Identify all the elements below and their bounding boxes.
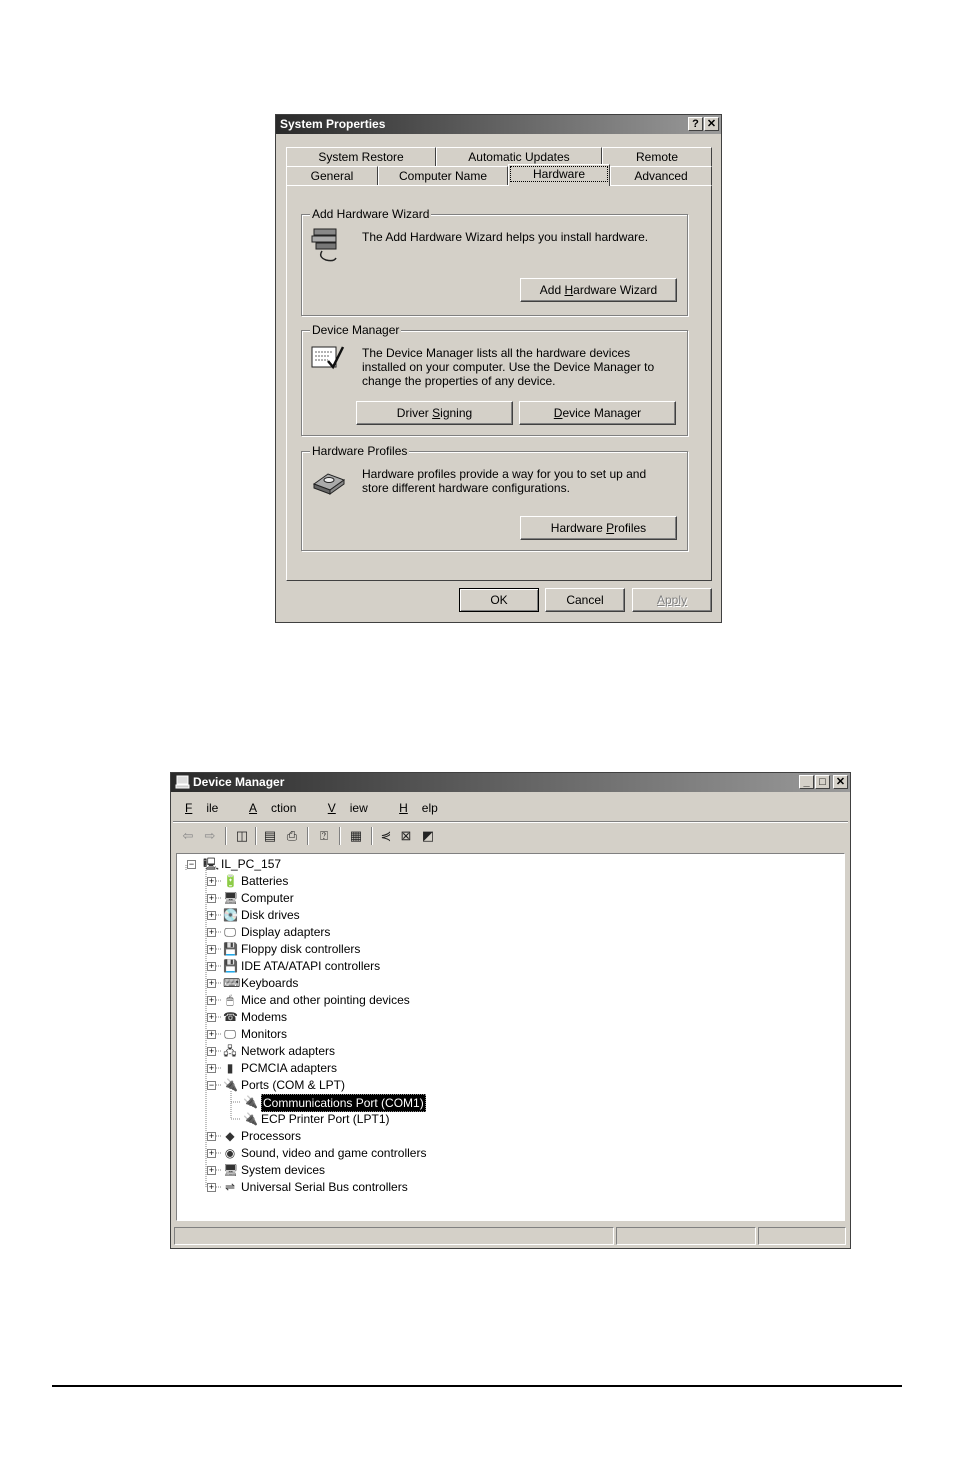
- expand-icon[interactable]: +: [208, 927, 215, 937]
- device-category-icon: 🔋: [223, 874, 238, 888]
- tree-item-label: Mice and other pointing devices: [241, 993, 410, 1007]
- system-properties-titlebar[interactable]: [276, 115, 721, 134]
- device-category-icon: ⌨: [223, 976, 241, 990]
- tree-item-label: Computer: [241, 891, 294, 905]
- toolbar-separator: [371, 827, 373, 845]
- tree-item-label: Sound, video and game controllers: [241, 1146, 427, 1160]
- maximize-button[interactable]: □: [815, 775, 830, 789]
- hardware-profiles-group: [301, 444, 688, 551]
- toolbar-separator: [225, 827, 227, 845]
- expand-icon[interactable]: +: [208, 995, 215, 1005]
- expand-icon[interactable]: +: [208, 1029, 215, 1039]
- tree-item-label: Ports (COM & LPT): [241, 1078, 346, 1092]
- expand-icon[interactable]: +: [208, 1046, 215, 1056]
- expand-icon[interactable]: +: [208, 1063, 215, 1073]
- tree-item-label: Floppy disk controllers: [241, 942, 361, 956]
- device-category-icon: 🔌: [243, 1112, 258, 1126]
- device-category-icon: 💾: [223, 942, 238, 956]
- device-category-icon: 🖱: [226, 993, 234, 1007]
- toolbar-separator: [307, 827, 309, 845]
- device-category-icon: 🔌: [243, 1095, 258, 1109]
- add-hardware-group: [301, 207, 688, 316]
- minimize-button[interactable]: _: [799, 775, 814, 789]
- menu-file[interactable]: F ile: [185, 801, 219, 815]
- device-manager-button[interactable]: Device Manager: [519, 401, 676, 425]
- tree-item-label: Communications Port (COM1): [263, 1096, 424, 1110]
- expand-icon[interactable]: +: [208, 1148, 215, 1158]
- device-category-icon: ☎: [223, 1010, 238, 1024]
- window-title: Device Manager: [193, 775, 285, 789]
- device-manager-titlebar[interactable]: [171, 773, 850, 792]
- expand-icon[interactable]: +: [208, 876, 215, 886]
- tab-hardware[interactable]: Hardware: [508, 164, 610, 186]
- add-hardware-wizard-icon: [310, 225, 344, 263]
- toolbar-separator: [255, 827, 257, 845]
- expand-icon[interactable]: +: [208, 1182, 215, 1192]
- add-hardware-description: The Add Hardware Wizard helps you install hardware.: [362, 230, 649, 244]
- hardware-profiles-legend: Hardware Profiles: [312, 444, 408, 458]
- help-icon[interactable]: ⍰: [320, 828, 328, 843]
- collapse-icon[interactable]: −: [208, 1080, 215, 1090]
- device-category-icon: 💽: [223, 908, 238, 922]
- device-manager-icon: [310, 343, 346, 373]
- apply-button[interactable]: Apply: [632, 588, 712, 612]
- tree-item-label: Processors: [241, 1129, 302, 1143]
- expand-icon[interactable]: +: [208, 1131, 215, 1141]
- tree-item-label: ECP Printer Port (LPT1): [261, 1112, 390, 1126]
- hardware-profiles-description: Hardware profiles provide a way for you to set up and store different hardware configurations.: [362, 467, 647, 495]
- tree-item-label: Batteries: [241, 874, 289, 888]
- menu-bar: [185, 801, 466, 815]
- tab-system-restore[interactable]: System Restore: [286, 147, 436, 167]
- ok-button[interactable]: OK: [459, 588, 539, 612]
- print-icon[interactable]: ⎙: [286, 828, 298, 843]
- close-button[interactable]: ✕: [833, 775, 848, 789]
- device-category-icon: 🔌: [223, 1078, 238, 1092]
- device-category-icon: ▮: [226, 1061, 234, 1075]
- device-category-icon: ◉: [224, 1146, 236, 1160]
- tree-item-label: Modems: [241, 1010, 288, 1024]
- status-pane-2: [616, 1227, 756, 1245]
- expand-icon[interactable]: +: [208, 961, 215, 971]
- show-hide-tree-icon[interactable]: ◫: [235, 828, 249, 843]
- computer-icon: [175, 775, 190, 789]
- add-hardware-wizard-button[interactable]: Add Hardware Wizard: [520, 278, 677, 302]
- tree-item-label: Display adapters: [241, 925, 331, 939]
- device-manager-description: The Device Manager lists all the hardware devices installed on your computer. Use the Device Manager to change the properties of any device.: [362, 346, 655, 388]
- expand-icon[interactable]: +: [208, 893, 215, 903]
- collapse-icon[interactable]: −: [188, 859, 195, 869]
- tree-item-label: Disk drives: [241, 908, 300, 922]
- device-manager-group: [301, 323, 688, 436]
- device-category-icon: ◆: [225, 1129, 235, 1143]
- device-manager-legend: Device Manager: [312, 323, 400, 337]
- scan-hardware-icon[interactable]: ▦: [349, 828, 363, 843]
- device-tree[interactable]: [176, 853, 845, 1221]
- expand-icon[interactable]: +: [208, 910, 215, 920]
- device-manager-window: [170, 772, 851, 1249]
- device-category-icon: 🖳: [203, 857, 220, 871]
- tree-item-label: System devices: [241, 1163, 326, 1177]
- cancel-button[interactable]: Cancel: [545, 588, 625, 612]
- tree-item-label: IL_PC_157: [221, 857, 282, 871]
- expand-icon[interactable]: +: [208, 1012, 215, 1022]
- device-category-icon: 🖵: [224, 925, 236, 939]
- tree-item-label: Monitors: [241, 1027, 288, 1041]
- tab-advanced[interactable]: Advanced: [610, 166, 712, 186]
- tree-item-label: Network adapters: [241, 1044, 336, 1058]
- tree-item-label: IDE ATA/ATAPI controllers: [241, 959, 381, 973]
- help-button[interactable]: ?: [688, 117, 703, 131]
- page-footer-rule: [52, 1385, 902, 1387]
- window-title: System Properties: [280, 117, 386, 131]
- hardware-profiles-icon: [310, 466, 348, 496]
- device-category-icon: 💾: [223, 959, 238, 973]
- status-pane-3: [758, 1227, 846, 1245]
- expand-icon[interactable]: +: [208, 944, 215, 954]
- disable-icon[interactable]: ◩: [421, 828, 435, 843]
- properties-icon[interactable]: ▤: [263, 828, 277, 843]
- menu-view[interactable]: V iew: [327, 801, 368, 815]
- expand-icon[interactable]: +: [208, 1165, 215, 1175]
- driver-signing-button[interactable]: Driver Signing: [356, 401, 513, 425]
- status-pane-1: [174, 1227, 614, 1245]
- tree-item-label: Universal Serial Bus controllers: [241, 1180, 408, 1194]
- uninstall-icon[interactable]: ⊠: [400, 828, 412, 843]
- expand-icon[interactable]: +: [208, 978, 215, 988]
- device-category-icon: 🖧: [223, 1044, 237, 1058]
- tab-remote[interactable]: Remote: [602, 147, 712, 167]
- device-category-icon: 🖥: [223, 1163, 239, 1177]
- toolbar: [173, 823, 848, 851]
- add-hardware-legend: Add Hardware Wizard: [312, 207, 430, 221]
- toolbar-separator: [339, 827, 341, 845]
- hardware-profiles-button[interactable]: Hardware Profiles: [520, 516, 677, 540]
- device-category-icon: 🖵: [224, 1027, 236, 1041]
- system-properties-window: [275, 114, 722, 623]
- device-category-icon: 🖥: [223, 891, 239, 905]
- update-driver-icon[interactable]: ⋞: [380, 828, 392, 843]
- tab-computer-name[interactable]: Computer Name: [378, 166, 508, 186]
- tree-item-label: PCMCIA adapters: [241, 1061, 338, 1075]
- menu-action[interactable]: A ction: [249, 801, 297, 815]
- back-icon[interactable]: ⇦: [182, 828, 194, 843]
- forward-icon[interactable]: ⇨: [204, 828, 216, 843]
- menu-help[interactable]: H elp: [399, 801, 438, 815]
- tree-item-label: Keyboards: [241, 976, 299, 990]
- device-category-icon: ⇌: [224, 1180, 236, 1194]
- tab-automatic-updates[interactable]: Automatic Updates: [436, 147, 602, 167]
- tab-general[interactable]: General: [286, 166, 378, 186]
- close-button[interactable]: ✕: [704, 117, 719, 131]
